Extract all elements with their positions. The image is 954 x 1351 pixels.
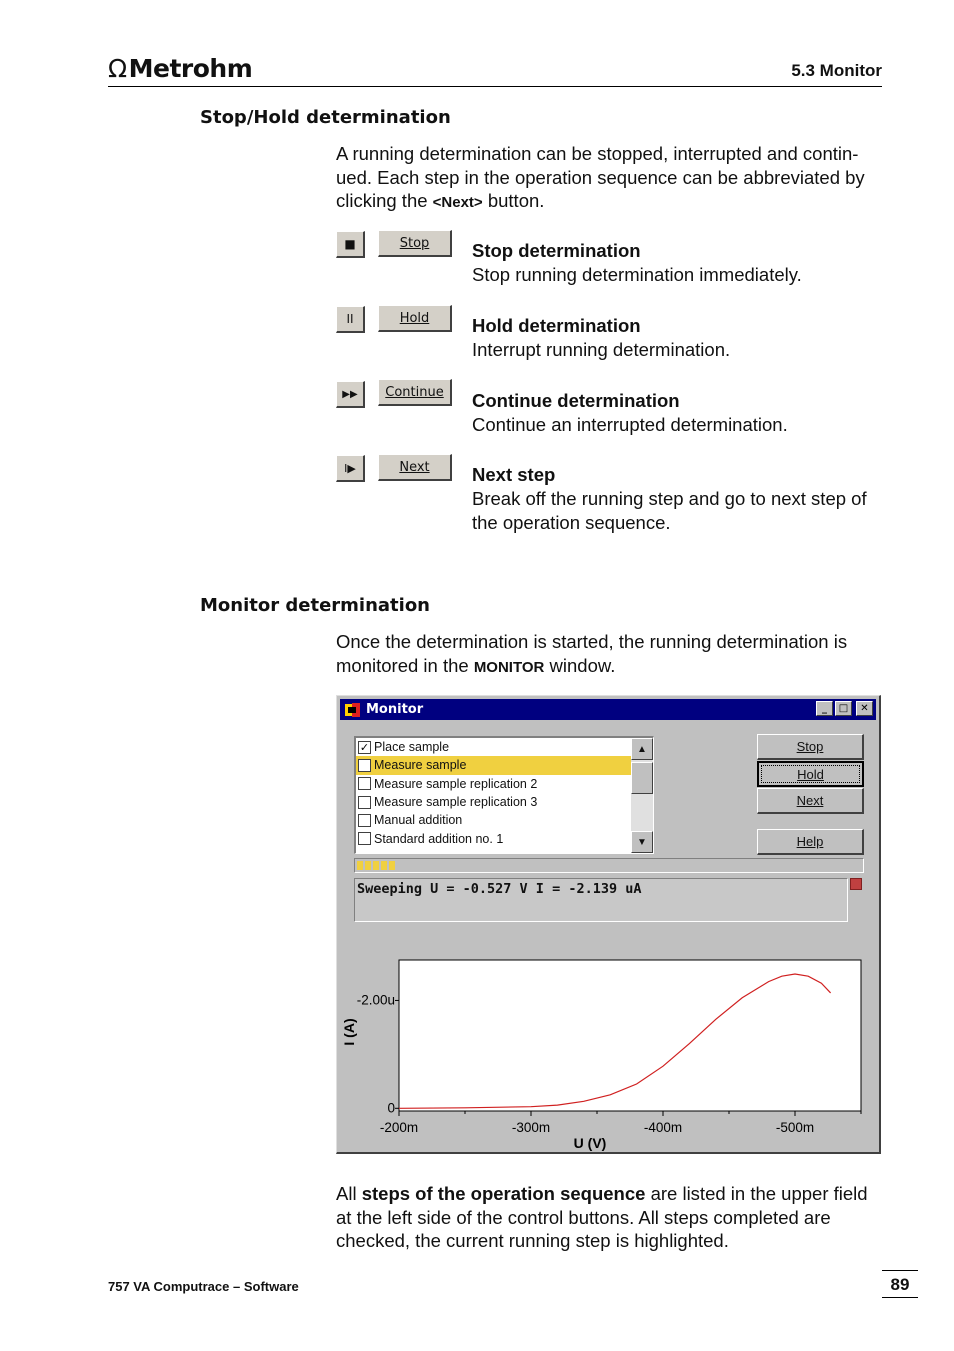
plot-area bbox=[399, 960, 861, 1111]
hold-text: Interrupt running determination. bbox=[472, 339, 731, 360]
stop-title: Stop determination bbox=[472, 240, 641, 261]
maximize-icon: □ bbox=[838, 703, 849, 714]
next-button[interactable]: Next bbox=[378, 454, 452, 481]
continue-title: Continue determination bbox=[472, 390, 680, 411]
y-tick-label: 0 bbox=[387, 1100, 395, 1116]
window-next-button[interactable]: Next bbox=[757, 788, 864, 814]
steps-paragraph: All steps of the operation sequence are listed in the upper field at the left side of the control buttons. All steps completed are checked, the current running step is highlighted. bbox=[336, 1183, 868, 1251]
continue-button[interactable]: Continue bbox=[378, 379, 452, 406]
x-tick-label: -500m bbox=[775, 1120, 815, 1135]
step-label: Measure sample replication 3 bbox=[374, 795, 538, 810]
next-icon-button[interactable] bbox=[336, 455, 365, 482]
voltammogram-chart bbox=[337, 696, 882, 1155]
x-tick-label: -300m bbox=[511, 1120, 551, 1135]
hold-icon-button[interactable] bbox=[336, 306, 365, 333]
x-axis-label: U (V) bbox=[573, 1135, 607, 1151]
y-tick-label: -2.00u bbox=[356, 992, 395, 1008]
step-checkbox[interactable]: ✓ bbox=[359, 740, 370, 754]
stop-text: Stop running determination immediately. bbox=[472, 264, 802, 285]
x-tick-label: -200m bbox=[379, 1120, 419, 1135]
monitor-heading: Monitor determination bbox=[200, 595, 431, 616]
y-axis-label: I (A) bbox=[341, 1018, 357, 1046]
arrow-up-icon: ▲ bbox=[637, 743, 647, 755]
footer-product: 757 VA Computrace – Software bbox=[108, 1279, 299, 1294]
hold-title: Hold determination bbox=[472, 315, 641, 336]
window-stop-button[interactable]: Stop bbox=[757, 734, 864, 760]
step-forward-icon: I▶ bbox=[344, 461, 356, 475]
page-number: 89 bbox=[882, 1270, 918, 1298]
continue-text: Continue an interrupted determination. bbox=[472, 414, 788, 435]
section-label: 5.3 Monitor bbox=[791, 61, 882, 80]
header-rule bbox=[108, 86, 882, 87]
stop-icon-button[interactable] bbox=[336, 231, 365, 258]
omega-icon: Ω bbox=[108, 54, 127, 83]
monitor-intro: Once the determination is started, the running determination is monitored in the MONITOR window. bbox=[336, 631, 848, 676]
step-label: Place sample bbox=[374, 740, 450, 755]
window-help-button[interactable]: Help bbox=[757, 829, 864, 855]
window-title: Monitor bbox=[366, 702, 424, 717]
step-label: Standard addition no. 1 bbox=[374, 831, 504, 846]
arrow-down-icon: ▼ bbox=[637, 836, 647, 848]
stop-icon: ■ bbox=[344, 237, 356, 251]
minimize-icon: _ bbox=[822, 703, 827, 714]
next-title: Next step bbox=[472, 464, 556, 485]
stop-hold-heading: Stop/Hold determination bbox=[200, 107, 451, 128]
window-hold-button[interactable]: Hold bbox=[757, 761, 864, 787]
step-label: Manual addition bbox=[374, 813, 463, 828]
pause-icon: II bbox=[346, 312, 354, 326]
next-text: Break off the running step and go to next step of the operation sequence. bbox=[472, 488, 867, 533]
close-icon: ✕ bbox=[860, 703, 869, 714]
fast-forward-icon: ▶▶ bbox=[342, 388, 358, 400]
step-label: Measure sample bbox=[374, 758, 467, 773]
step-label: Measure sample replication 2 bbox=[374, 776, 538, 791]
stop-button[interactable]: Stop bbox=[378, 230, 452, 257]
stop-hold-intro: A running determination can be stopped, interrupted and contin- ued. Each step in the operation sequence can be abbreviated by clicking the <Next> button. bbox=[336, 143, 865, 211]
status-field: Sweeping U = -0.527 V I = -2.139 uA bbox=[354, 878, 848, 922]
x-tick-label: -400m bbox=[643, 1120, 683, 1135]
metrohm-logo: ΩMetrohm bbox=[108, 54, 253, 83]
monitor-window bbox=[336, 695, 881, 1154]
hold-button[interactable]: Hold bbox=[378, 305, 452, 332]
continue-icon-button[interactable] bbox=[336, 381, 365, 408]
